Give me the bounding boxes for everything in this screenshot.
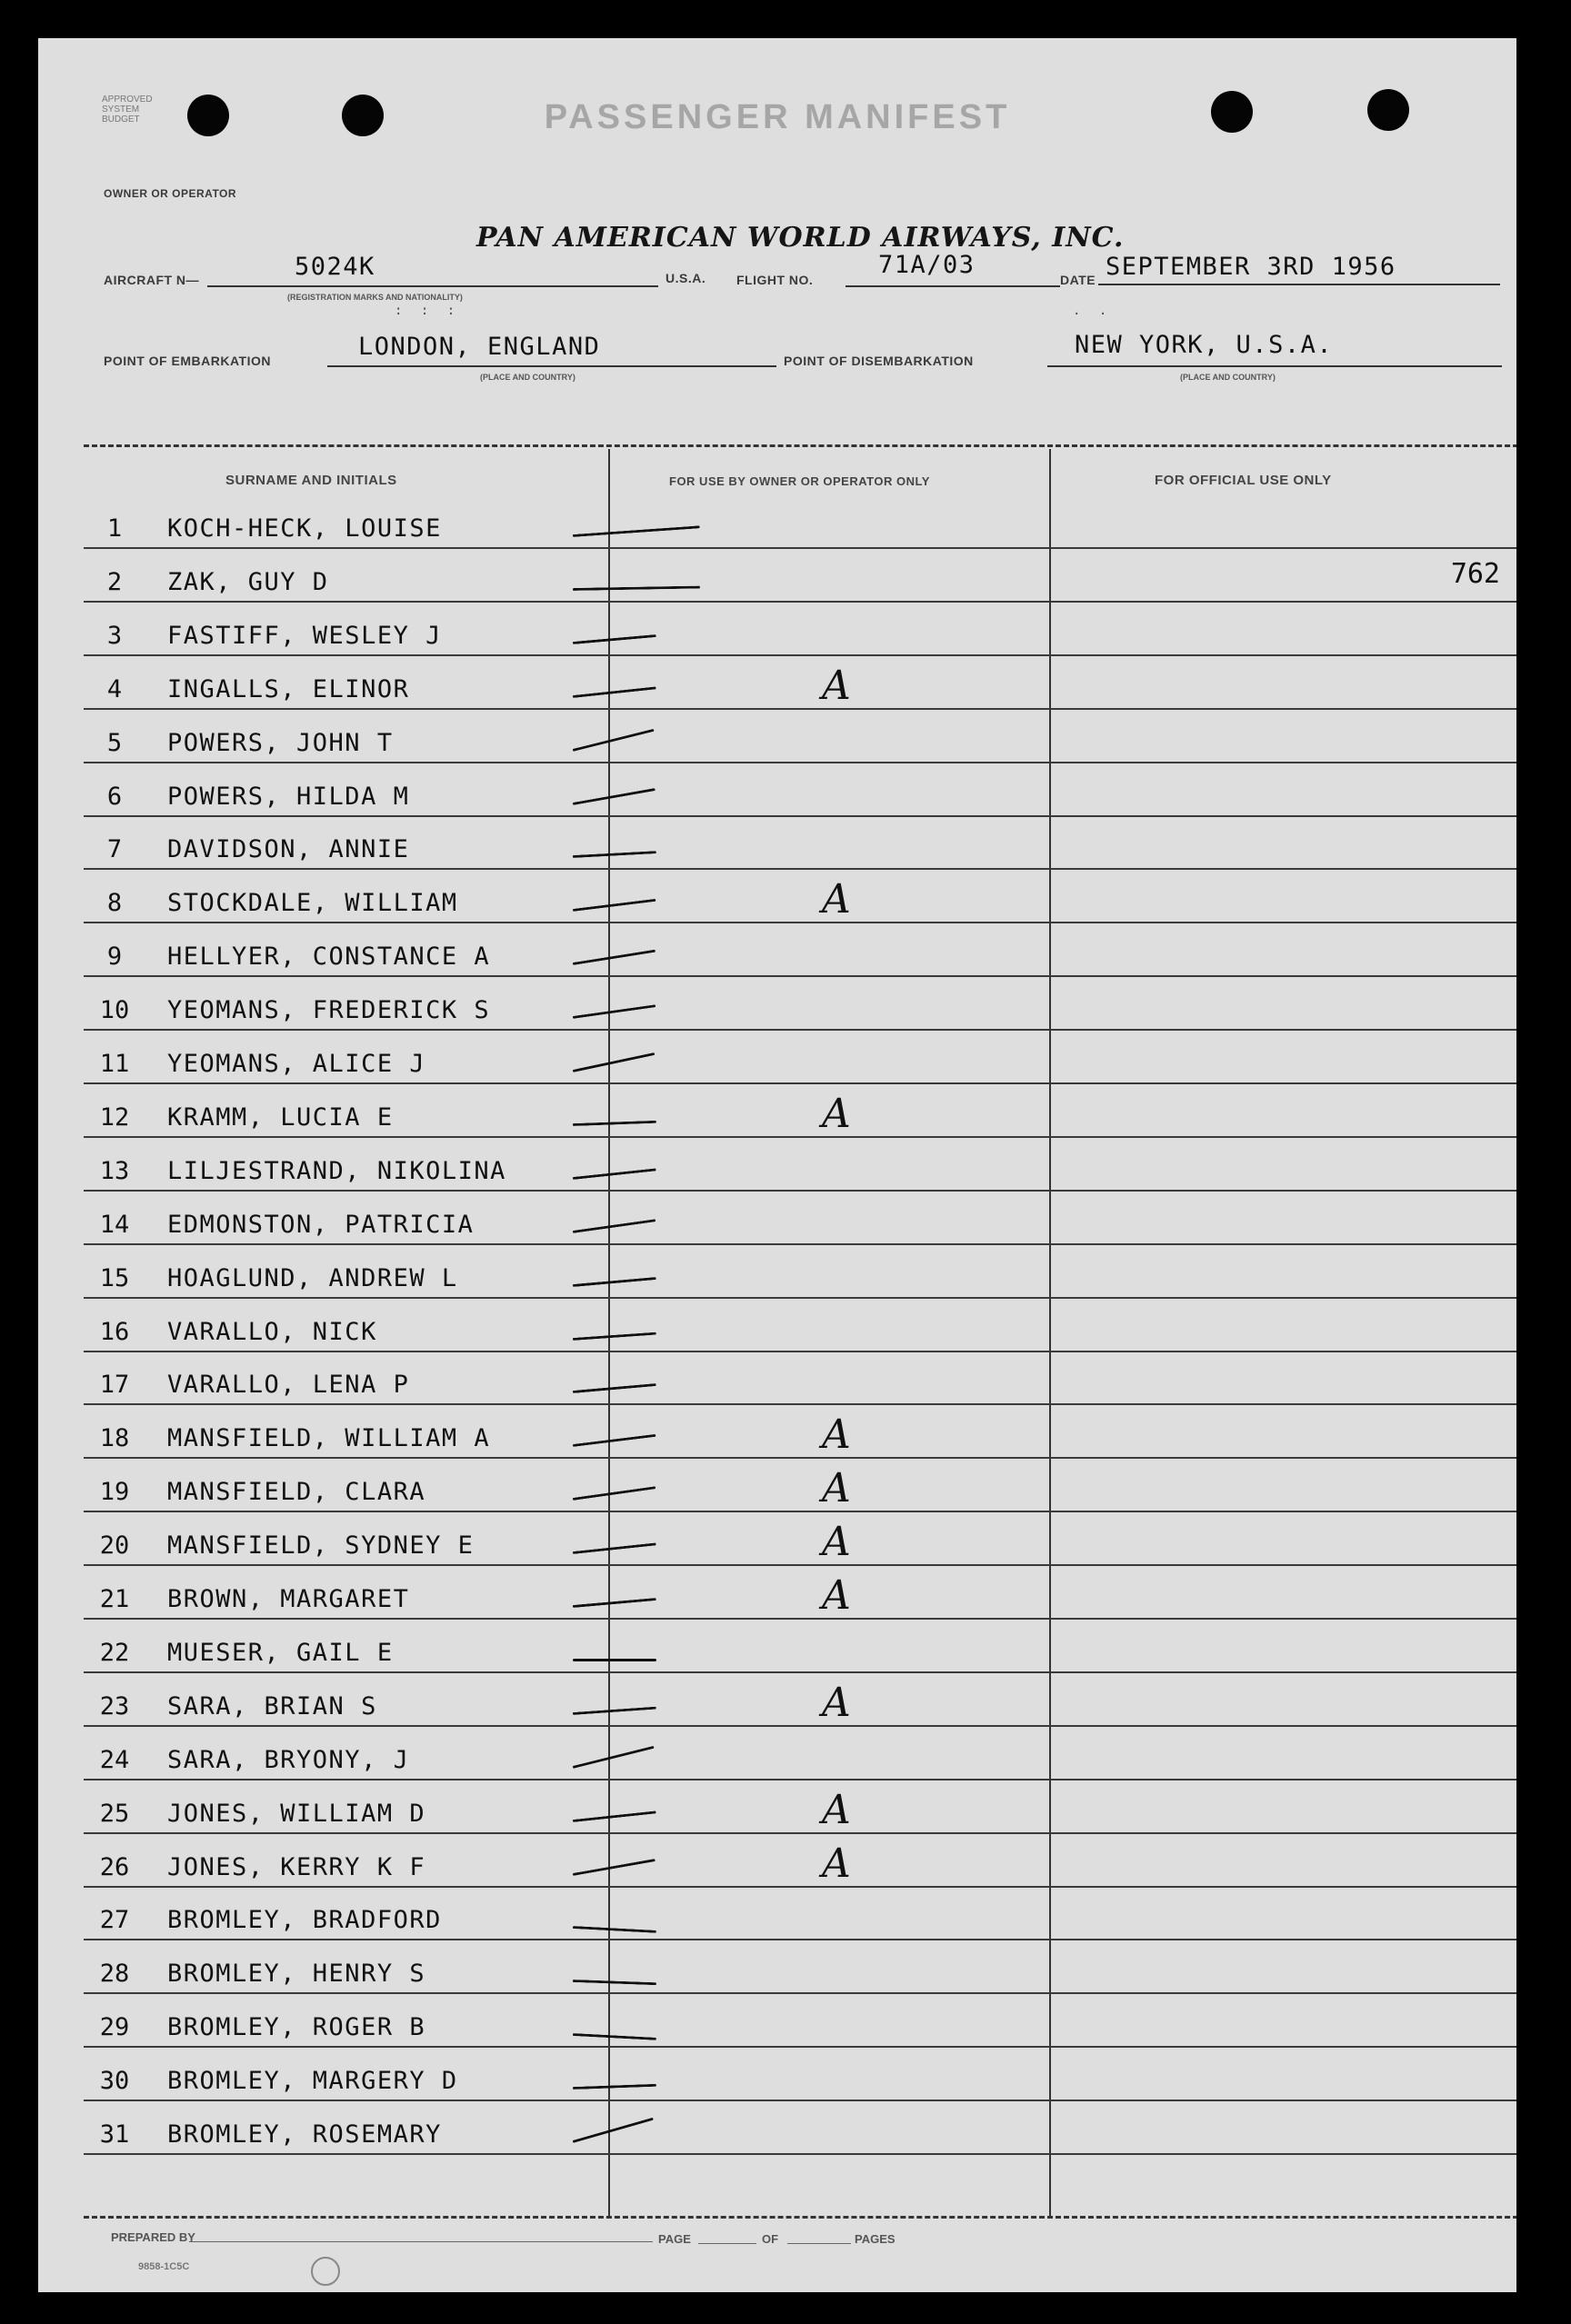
passenger-name: MANSFIELD, CLARA <box>167 1478 426 1507</box>
official-note: 762 <box>1450 558 1500 590</box>
row-rule <box>84 1832 1516 1834</box>
row-rule <box>84 1564 1516 1566</box>
check-stroke <box>573 1332 656 1340</box>
check-stroke <box>573 634 656 644</box>
handwritten-mark: A <box>822 1411 851 1459</box>
column-divider <box>608 449 610 2216</box>
row-number: 21 <box>99 1585 130 1613</box>
row-rule <box>84 1403 1516 1405</box>
passenger-name: LILJESTRAND, NIKOLINA <box>167 1156 506 1185</box>
row-rule <box>84 1243 1516 1245</box>
row-number: 12 <box>99 1102 130 1132</box>
check-stroke <box>573 686 656 698</box>
approved-line: BUDGET <box>102 115 140 125</box>
owner-label: OWNER OR OPERATOR <box>104 187 237 200</box>
date-value: SEPTEMBER 3RD 1956 <box>1106 253 1396 281</box>
row-number: 22 <box>99 1638 130 1667</box>
aircraft-number: 5024K <box>295 253 375 281</box>
prepared-by-underline <box>189 2241 653 2242</box>
row-rule <box>84 922 1516 923</box>
column-divider <box>1049 449 1051 2216</box>
approved-line: APPROVED <box>102 95 153 105</box>
flight-label: FLIGHT NO. <box>736 273 814 287</box>
passenger-name: VARALLO, LENA P <box>167 1371 410 1400</box>
check-stroke <box>573 1004 656 1019</box>
row-number: 7 <box>106 835 123 864</box>
disembarkation-label: POINT OF DISEMBARKATION <box>784 354 974 368</box>
row-number: 10 <box>99 996 130 1025</box>
row-rule <box>84 547 1516 549</box>
passenger-name: HELLYER, CONSTANCE A <box>167 943 491 972</box>
handwritten-mark: A <box>822 1572 851 1619</box>
row-number: 9 <box>106 943 123 972</box>
col-header-owner-use: FOR USE BY OWNER OR OPERATOR ONLY <box>669 474 930 488</box>
check-stroke <box>573 1542 656 1554</box>
passenger-name: BROMLEY, ROSEMARY <box>167 2120 442 2149</box>
passenger-name: BROMLEY, MARGERY D <box>167 2067 458 2096</box>
row-number: 11 <box>99 1050 130 1078</box>
table-top-border <box>84 444 1516 447</box>
row-number: 23 <box>99 1691 130 1721</box>
row-rule <box>84 1457 1516 1459</box>
row-rule <box>84 762 1516 763</box>
passenger-name: YEOMANS, ALICE J <box>167 1050 426 1078</box>
flight-number: 71A/03 <box>878 251 976 279</box>
check-stroke <box>573 2118 654 2143</box>
registration-caption: (REGISTRATION MARKS AND NATIONALITY) <box>287 293 463 302</box>
usa-label: U.S.A. <box>665 271 706 285</box>
page-underline <box>698 2243 756 2244</box>
row-rule <box>84 1082 1516 1084</box>
row-number: 27 <box>99 1906 130 1935</box>
check-stroke <box>573 1219 656 1233</box>
passenger-name: JONES, KERRY K F <box>167 1852 426 1881</box>
row-number: 30 <box>99 2067 130 2096</box>
passenger-name: STOCKDALE, WILLIAM <box>167 889 458 918</box>
check-stroke <box>573 1383 656 1393</box>
passenger-name: BROMLEY, ROGER B <box>167 2013 426 2042</box>
row-number: 8 <box>106 889 123 918</box>
passenger-name: SARA, BRIAN S <box>167 1691 377 1721</box>
check-stroke <box>573 525 700 537</box>
tick-marks: : : : <box>395 304 461 318</box>
passenger-name: MANSFIELD, SYDNEY E <box>167 1531 475 1561</box>
passenger-name: KOCH-HECK, LOUISE <box>167 514 442 543</box>
embarkation-caption: (PLACE AND COUNTRY) <box>480 373 575 382</box>
check-stroke <box>573 1745 655 1768</box>
row-number: 5 <box>106 728 123 757</box>
row-rule <box>84 1992 1516 1994</box>
row-rule <box>84 815 1516 817</box>
row-rule <box>84 1297 1516 1299</box>
check-stroke <box>573 1486 656 1501</box>
form-number: 9858-1C5C <box>138 2261 190 2272</box>
check-stroke <box>573 1598 656 1608</box>
row-number: 24 <box>99 1745 130 1774</box>
row-rule <box>84 601 1516 603</box>
table-bottom-border <box>84 2216 1516 2219</box>
of-underline <box>787 2243 851 2244</box>
passenger-name: MUESER, GAIL E <box>167 1638 394 1667</box>
handwritten-mark: A <box>822 1465 851 1512</box>
row-rule <box>84 1351 1516 1352</box>
row-rule <box>84 975 1516 977</box>
passenger-name: INGALLS, ELINOR <box>167 674 410 703</box>
disembarkation-caption: (PLACE AND COUNTRY) <box>1180 373 1276 382</box>
check-stroke <box>573 852 656 859</box>
check-stroke <box>573 1859 655 1876</box>
passenger-name: BROMLEY, BRADFORD <box>167 1906 442 1935</box>
prepared-by-label: PREPARED BY <box>111 2230 195 2244</box>
pages-label: PAGES <box>855 2232 896 2246</box>
row-number: 16 <box>99 1317 130 1346</box>
passenger-name: FASTIFF, WESLEY J <box>167 621 442 650</box>
date-label: DATE <box>1060 273 1096 287</box>
disembarkation-value: NEW YORK, U.S.A. <box>1075 331 1334 359</box>
row-number: 31 <box>99 2120 130 2149</box>
of-label: OF <box>762 2232 779 2246</box>
check-stroke <box>573 1810 656 1822</box>
embarkation-underline <box>327 365 776 367</box>
row-number: 26 <box>99 1852 130 1881</box>
row-rule <box>84 1725 1516 1727</box>
check-stroke <box>573 585 700 590</box>
approved-line: SYSTEM <box>102 105 140 115</box>
check-stroke <box>573 728 655 751</box>
row-number: 29 <box>99 2013 130 2042</box>
passenger-name: DAVIDSON, ANNIE <box>167 835 410 864</box>
check-stroke <box>573 2084 656 2090</box>
passenger-name: KRAMM, LUCIA E <box>167 1102 394 1132</box>
row-rule <box>84 1671 1516 1673</box>
handwritten-mark: A <box>822 662 851 709</box>
aircraft-underline <box>207 285 658 287</box>
handwritten-mark: A <box>822 876 851 923</box>
handwritten-mark: A <box>822 1679 851 1726</box>
row-number: 3 <box>106 621 123 650</box>
passenger-name: EDMONSTON, PATRICIA <box>167 1210 475 1239</box>
row-rule <box>84 1939 1516 1940</box>
check-stroke <box>573 1434 656 1447</box>
handwritten-mark: A <box>822 1786 851 1833</box>
passenger-name: ZAK, GUY D <box>167 567 329 596</box>
passenger-name: BROMLEY, HENRY S <box>167 1960 426 1989</box>
row-number: 2 <box>106 567 123 596</box>
check-stroke <box>573 1659 656 1661</box>
handwritten-mark: A <box>822 1840 851 1887</box>
row-number: 19 <box>99 1478 130 1507</box>
check-stroke <box>573 950 655 965</box>
row-rule <box>84 1886 1516 1888</box>
disembarkation-underline <box>1047 365 1502 367</box>
check-stroke <box>573 1277 656 1287</box>
passenger-name: JONES, WILLIAM D <box>167 1799 426 1828</box>
row-rule <box>84 1779 1516 1780</box>
tick-marks: . . <box>1073 304 1113 318</box>
operator-name: PAN AMERICAN WORLD AIRWAYS, INC. <box>476 222 1125 254</box>
row-number: 1 <box>106 514 123 543</box>
form-title: PASSENGER MANIFEST <box>544 98 1011 136</box>
row-number: 17 <box>99 1371 130 1400</box>
embarkation-value: LONDON, ENGLAND <box>358 333 601 361</box>
check-stroke <box>573 2033 656 2040</box>
passenger-name: HOAGLUND, ANDREW L <box>167 1263 458 1292</box>
embarkation-label: POINT OF EMBARKATION <box>104 354 271 368</box>
row-rule <box>84 2100 1516 2101</box>
passenger-name: BROWN, MARGARET <box>167 1585 410 1613</box>
row-rule <box>84 1511 1516 1512</box>
manifest-sheet <box>38 38 1516 2292</box>
check-stroke <box>573 788 655 805</box>
row-rule <box>84 1190 1516 1192</box>
handwritten-mark: A <box>822 1519 851 1566</box>
row-number: 6 <box>106 782 123 811</box>
passenger-name: VARALLO, NICK <box>167 1317 377 1346</box>
check-stroke <box>573 1706 656 1714</box>
handwritten-mark: A <box>822 1090 851 1137</box>
passenger-name: POWERS, JOHN T <box>167 728 394 757</box>
row-rule <box>84 868 1516 870</box>
row-rule <box>84 1618 1516 1620</box>
row-rule <box>84 2046 1516 2048</box>
row-number: 18 <box>99 1424 130 1453</box>
col-header-official-use: FOR OFFICIAL USE ONLY <box>1155 473 1332 488</box>
check-stroke <box>573 899 656 912</box>
check-stroke <box>573 1168 656 1180</box>
passenger-name: SARA, BRYONY, J <box>167 1745 410 1774</box>
row-rule <box>84 2153 1516 2155</box>
check-stroke <box>573 1052 655 1072</box>
check-stroke <box>573 1980 656 1985</box>
row-number: 15 <box>99 1263 130 1292</box>
circle-stamp-icon <box>311 2257 340 2286</box>
row-number: 13 <box>99 1156 130 1185</box>
row-rule <box>84 654 1516 656</box>
row-rule <box>84 1136 1516 1138</box>
col-header-surname: SURNAME AND INITIALS <box>225 473 397 488</box>
check-stroke <box>573 1121 656 1126</box>
flight-underline <box>846 285 1060 287</box>
check-stroke <box>573 1926 656 1933</box>
row-number: 4 <box>106 674 123 703</box>
page-label: PAGE <box>658 2232 691 2246</box>
row-number: 25 <box>99 1799 130 1828</box>
row-number: 14 <box>99 1210 130 1239</box>
passenger-name: POWERS, HILDA M <box>167 782 410 811</box>
aircraft-label: AIRCRAFT N— <box>104 273 200 287</box>
passenger-name: YEOMANS, FREDERICK S <box>167 996 491 1025</box>
passenger-name: MANSFIELD, WILLIAM A <box>167 1424 491 1453</box>
row-number: 20 <box>99 1531 130 1561</box>
row-number: 28 <box>99 1960 130 1989</box>
date-underline <box>1098 284 1500 285</box>
row-rule <box>84 708 1516 710</box>
row-rule <box>84 1029 1516 1031</box>
